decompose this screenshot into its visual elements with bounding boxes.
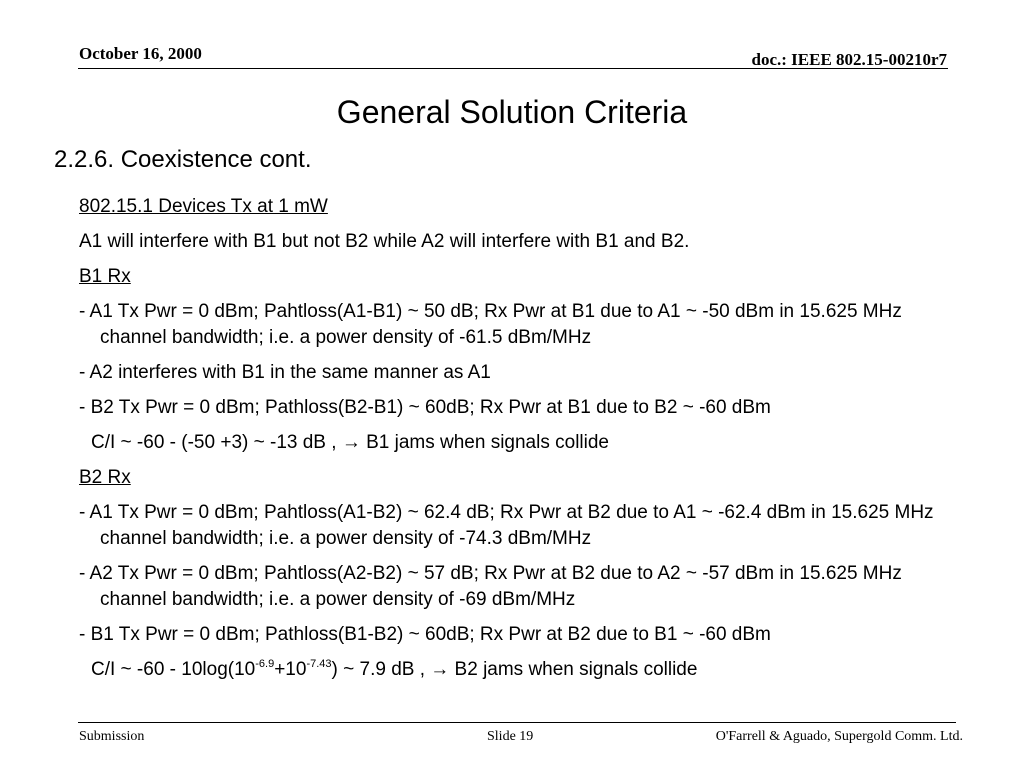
slide-body bbox=[79, 194, 959, 692]
b2-ci-text: C/I ~ -60 - 10log(10 bbox=[91, 659, 256, 680]
b2-rx-line: - B1 Tx Pwr = 0 dBm; Pathloss(B1-B2) ~ 60dB; Rx Pwr at B2 due to B1 ~ -60 dBm bbox=[79, 624, 771, 645]
b1-rx-line: - B2 Tx Pwr = 0 dBm; Pathloss(B2-B1) ~ 60dB; Rx Pwr at B1 due to B2 ~ -60 dBm bbox=[79, 397, 771, 418]
b2-rx-line: - A2 Tx Pwr = 0 dBm; Pahtloss(A2-B2) ~ 57 dB; Rx Pwr at B2 due to A2 ~ -57 dBm in 15.625 MHz channel bandwidth; i.e. a power density of -69 dBm/MHz bbox=[79, 563, 902, 610]
section-heading: 2.2.6. Coexistence cont. bbox=[54, 146, 312, 173]
b2-ci-conclusion: B2 jams when signals collide bbox=[449, 659, 698, 680]
b1-rx-line: - A2 interferes with B1 in the same manner as A1 bbox=[79, 362, 491, 383]
header-divider bbox=[78, 68, 948, 69]
b2-ci-result bbox=[79, 657, 959, 683]
b1-ci-conclusion: B1 jams when signals collide bbox=[360, 432, 609, 453]
devices-heading: 802.15.1 Devices Tx at 1 mW bbox=[79, 196, 328, 217]
b1-ci-text: C/I ~ -60 - (-50 +3) ~ -13 dB , bbox=[91, 432, 342, 453]
b2-rx-line: - A1 Tx Pwr = 0 dBm; Pahtloss(A1-B2) ~ 62.4 dB; Rx Pwr at B2 due to A1 ~ -62.4 dBm in 15.625 MHz channel bandwidth; i.e. a power density of -74.3 dBm/MHz bbox=[79, 502, 934, 549]
header-date: October 16, 2000 bbox=[79, 44, 202, 63]
right-arrow-icon: → bbox=[341, 432, 361, 453]
b2-ci-exponent: -6.9 bbox=[255, 657, 275, 670]
slide-title: General Solution Criteria bbox=[336, 94, 688, 130]
header-doc-id: doc.: IEEE 802.15-00210r7 bbox=[751, 50, 947, 69]
b1-rx-heading: B1 Rx bbox=[79, 266, 131, 287]
b1-rx-line: - A1 Tx Pwr = 0 dBm; Pahtloss(A1-B1) ~ 50 dB; Rx Pwr at B1 due to A1 ~ -50 dBm in 15.625 MHz channel bandwidth; i.e. a power density of -61.5 dBm/MHz bbox=[79, 301, 902, 348]
footer-divider bbox=[78, 722, 956, 723]
b2-ci-text: +10 bbox=[274, 659, 307, 680]
footer-authors: O'Farrell & Aguado, Supergold Comm. Ltd. bbox=[715, 729, 963, 744]
right-arrow-icon: → bbox=[430, 659, 450, 680]
footer-submission: Submission bbox=[79, 729, 145, 744]
footer-slide-number: Slide 19 bbox=[487, 729, 534, 744]
b2-rx-heading: B2 Rx bbox=[79, 467, 131, 488]
b1-ci-result bbox=[79, 430, 959, 456]
interference-summary: A1 will interfere with B1 but not B2 while A2 will interfere with B1 and B2. bbox=[79, 231, 690, 252]
b2-ci-exponent: -7.43 bbox=[306, 657, 332, 670]
b2-ci-text: ) ~ 7.9 dB , bbox=[331, 659, 431, 680]
